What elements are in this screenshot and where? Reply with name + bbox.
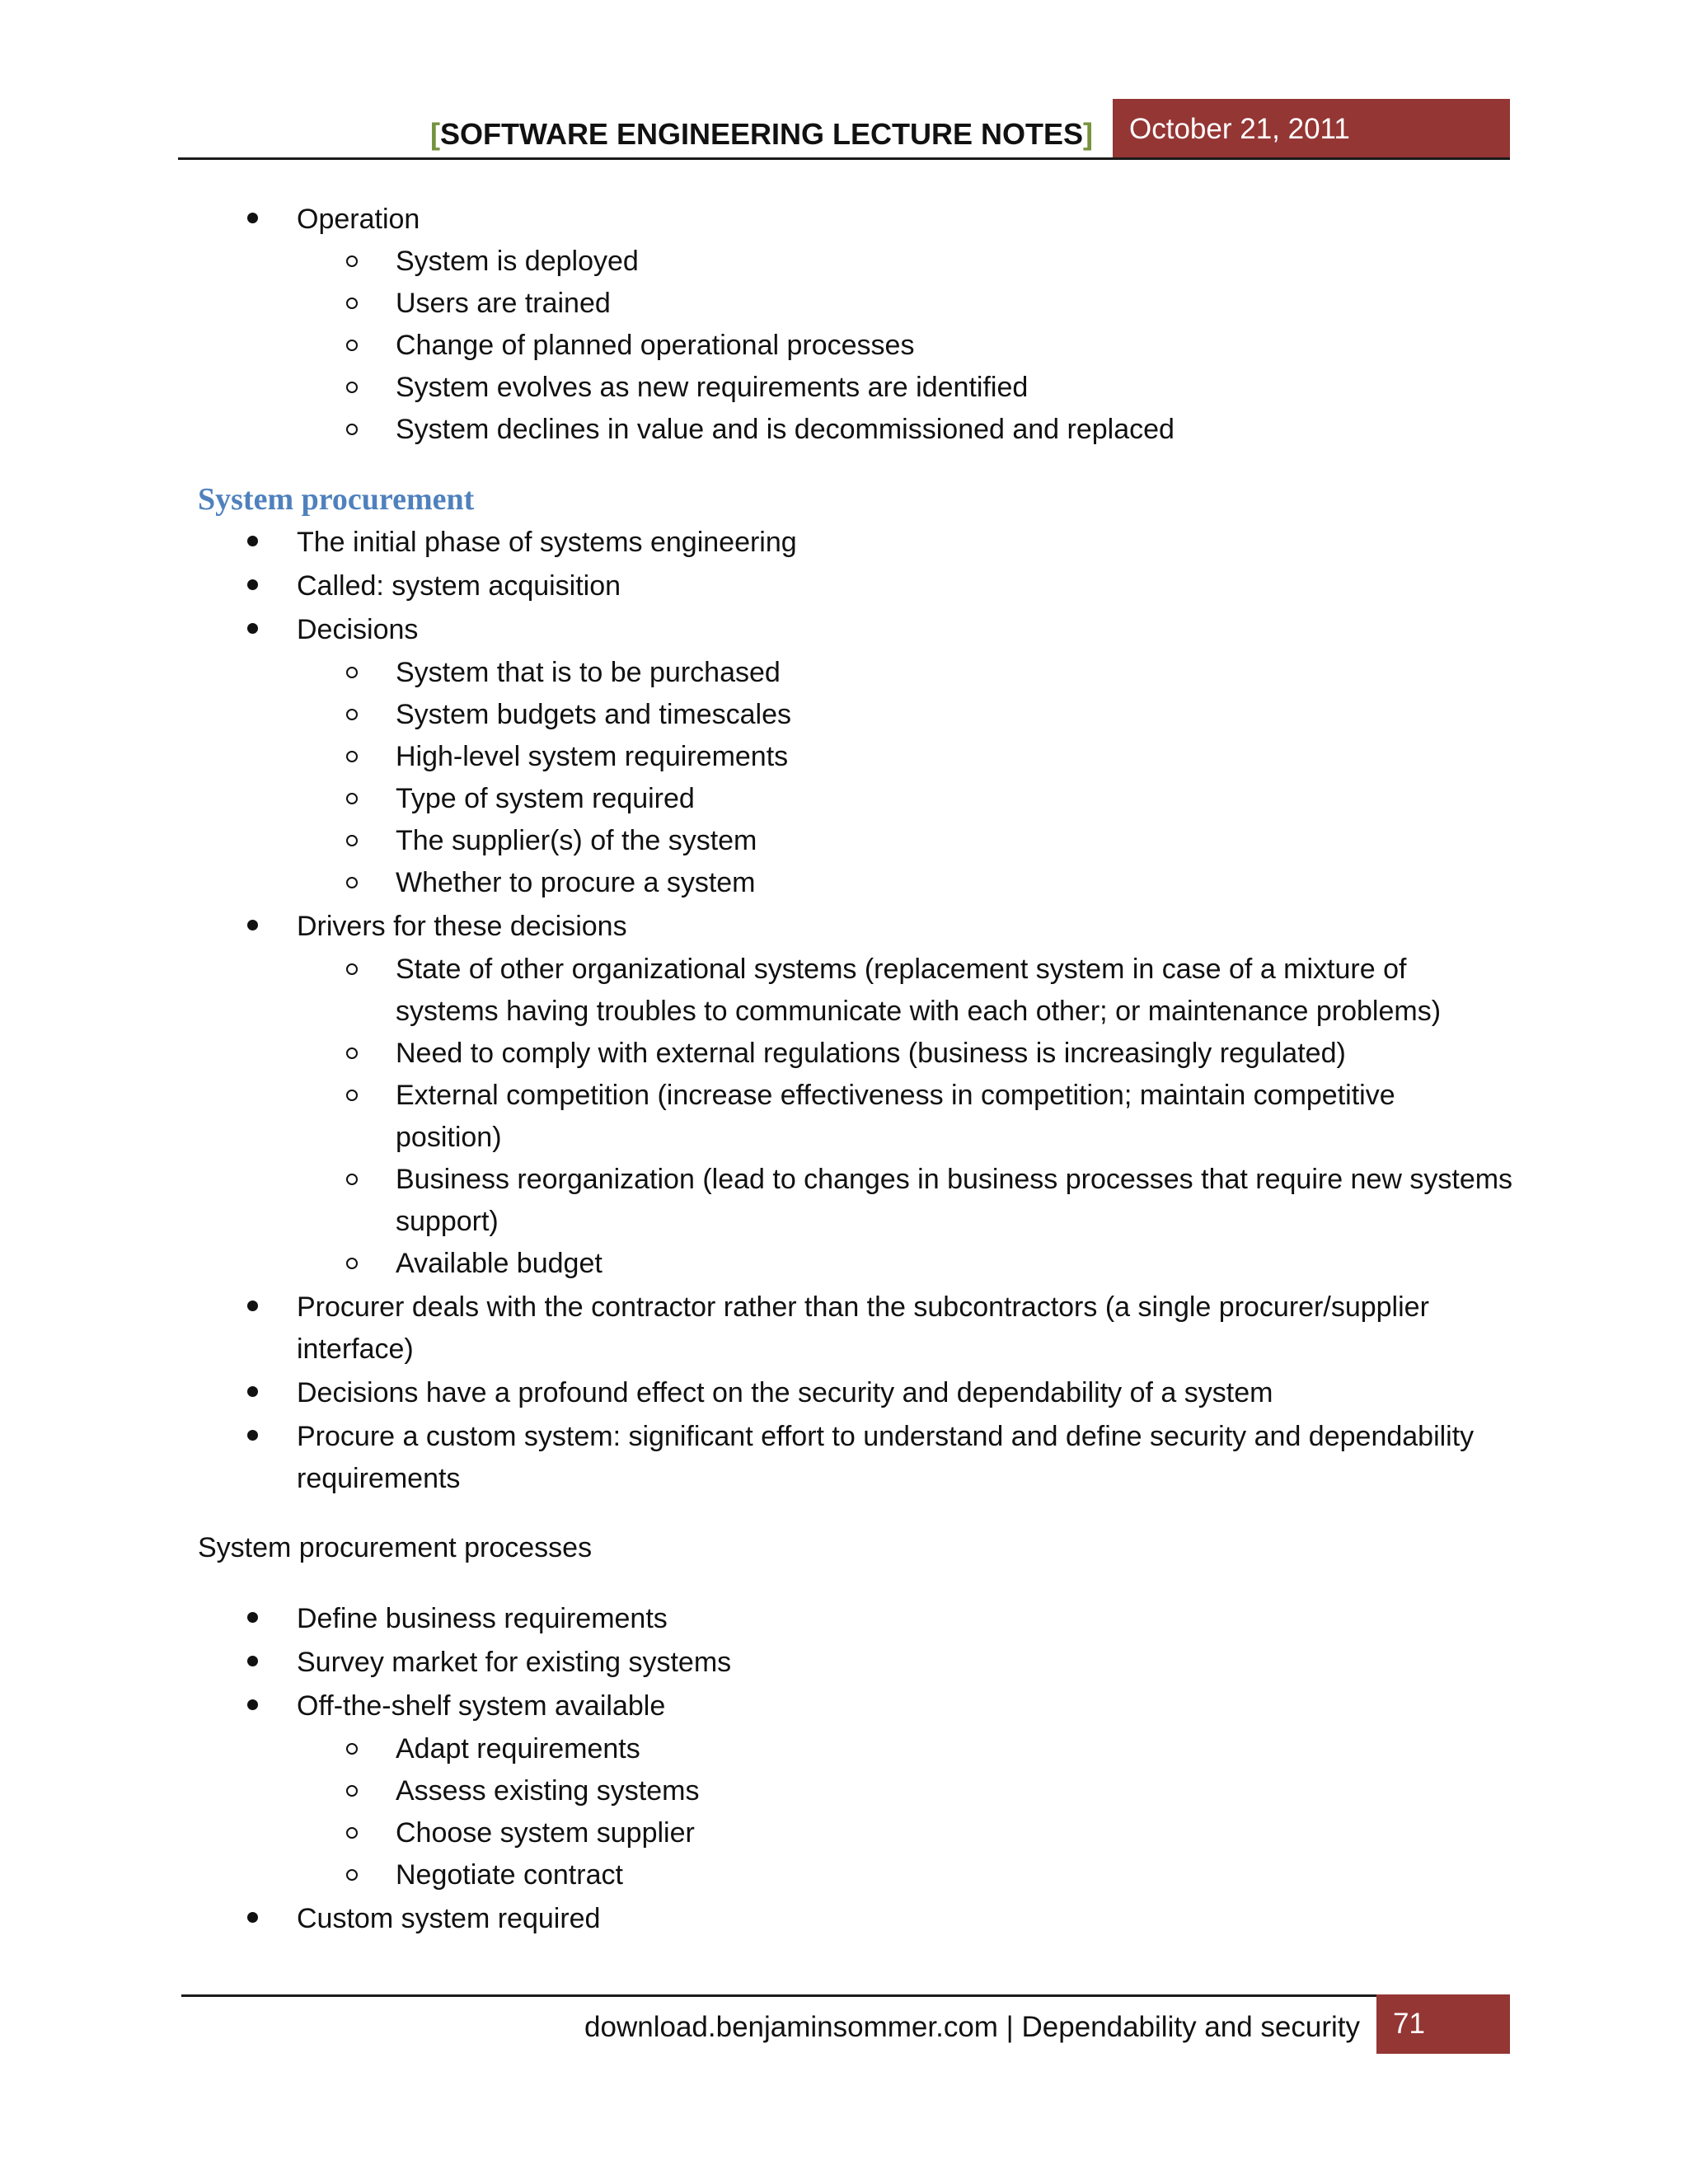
- decision-item: High-level system requirements: [396, 741, 789, 772]
- sub-bullet-circle: [346, 1158, 358, 1201]
- ots-item: Assess existing systems: [396, 1775, 700, 1807]
- process-bullet: Survey market for existing systems: [297, 1647, 732, 1678]
- bullet-dot: [247, 198, 258, 241]
- decision-item: System budgets and timescales: [396, 699, 792, 730]
- sub-bullet-circle: [346, 1854, 358, 1896]
- decision-item: Type of system required: [396, 783, 695, 814]
- header-title: [430, 117, 1093, 152]
- driver-item: Need to comply with external regulations (business is increasingly regulated): [396, 1038, 1346, 1069]
- page-footer: [181, 1994, 1510, 2055]
- ots-item: Choose system supplier: [396, 1817, 695, 1849]
- operation-item: System is deployed: [396, 246, 639, 277]
- footer-rule: [181, 1994, 1510, 1997]
- sub-bullet-circle: [346, 1074, 358, 1117]
- bullet-dot: [247, 1286, 258, 1329]
- procurement-bullet: Decisions have a profound effect on the security and dependability of a system: [297, 1377, 1273, 1408]
- sub-bullet-circle: [346, 1242, 358, 1285]
- header-title-text: SOFTWARE ENGINEERING LECTURE NOTES: [439, 117, 1083, 151]
- section-heading: System procurement: [198, 482, 475, 517]
- sub-bullet-circle: [346, 282, 358, 325]
- bullet-dot: [247, 1897, 258, 1940]
- process-bullet: Define business requirements: [297, 1603, 668, 1634]
- page-header: [178, 99, 1510, 160]
- procurement-bullet: Decisions: [297, 614, 419, 645]
- procurement-bullet-continued: interface): [297, 1333, 414, 1365]
- sub-bullet-circle: [346, 366, 358, 409]
- decision-item: System that is to be purchased: [396, 657, 781, 688]
- sub-bullet-circle: [346, 819, 358, 862]
- sub-bullet-circle: [346, 693, 358, 736]
- bullet-dot: [247, 521, 258, 564]
- bullet-dot: [247, 905, 258, 948]
- driver-item-continued: support): [396, 1206, 499, 1237]
- sub-bullet-circle: [346, 408, 358, 451]
- bullet-dot: [247, 1415, 258, 1458]
- ots-item: Adapt requirements: [396, 1733, 640, 1765]
- sub-bullet-circle: [346, 861, 358, 904]
- page-number: 71: [1376, 1994, 1510, 2054]
- process-bullet: Off-the-shelf system available: [297, 1690, 666, 1722]
- sub-bullet-circle: [346, 651, 358, 694]
- sub-bullet-circle: [346, 1032, 358, 1075]
- operation-item: System evolves as new requirements are identified: [396, 372, 1029, 403]
- bullet-dot: [247, 1597, 258, 1640]
- driver-item: Available budget: [396, 1248, 603, 1279]
- procurement-bullet: Procurer deals with the contractor rather than the subcontractors (a single procurer/supplier: [297, 1291, 1429, 1323]
- procurement-bullet: The initial phase of systems engineering: [297, 527, 797, 558]
- driver-item: Business reorganization (lead to changes in business processes that require new systems: [396, 1164, 1513, 1195]
- sub-bullet-circle: [346, 777, 358, 820]
- operation-item: System declines in value and is decommissioned and replaced: [396, 414, 1175, 445]
- driver-item: State of other organizational systems (replacement system in case of a mixture of: [396, 954, 1407, 985]
- driver-item-continued: systems having troubles to communicate with each other; or maintenance problems): [396, 996, 1442, 1027]
- sub-bullet-circle: [346, 1811, 358, 1854]
- bullet-dot: [247, 565, 258, 607]
- footer-text: download.benjaminsommer.com | Dependability and security: [584, 2011, 1360, 2043]
- sub-bullet-circle: [346, 1727, 358, 1770]
- sub-bullet-circle: [346, 240, 358, 283]
- procurement-bullet: Procure a custom system: significant effort to understand and define security and dependability: [297, 1421, 1475, 1452]
- header-rule: [178, 157, 1510, 160]
- process-bullet: Custom system required: [297, 1903, 601, 1934]
- sub-bullet-circle: [346, 324, 358, 367]
- sub-bullet-circle: [346, 1769, 358, 1812]
- sub-bullet-circle: [346, 735, 358, 778]
- procurement-bullet: Called: system acquisition: [297, 570, 621, 602]
- ots-item: Negotiate contract: [396, 1859, 623, 1891]
- procurement-bullet: Drivers for these decisions: [297, 911, 627, 942]
- operation-label: Operation: [297, 204, 420, 235]
- decision-item: Whether to procure a system: [396, 867, 756, 898]
- procurement-bullet-continued: requirements: [297, 1463, 461, 1494]
- bullet-dot: [247, 608, 258, 651]
- driver-item-continued: position): [396, 1122, 502, 1153]
- processes-title: System procurement processes: [198, 1532, 593, 1563]
- bullet-dot: [247, 1641, 258, 1684]
- driver-item: External competition (increase effectiveness in competition; maintain competitive: [396, 1080, 1395, 1111]
- header-close-bracket: ]: [1083, 117, 1093, 151]
- header-date: October 21, 2011: [1113, 99, 1510, 160]
- decision-item: The supplier(s) of the system: [396, 825, 757, 856]
- operation-item: Users are trained: [396, 288, 611, 319]
- bullet-dot: [247, 1685, 258, 1727]
- header-open-bracket: [: [429, 117, 440, 151]
- bullet-dot: [247, 1371, 258, 1414]
- operation-item: Change of planned operational processes: [396, 330, 915, 361]
- sub-bullet-circle: [346, 948, 358, 991]
